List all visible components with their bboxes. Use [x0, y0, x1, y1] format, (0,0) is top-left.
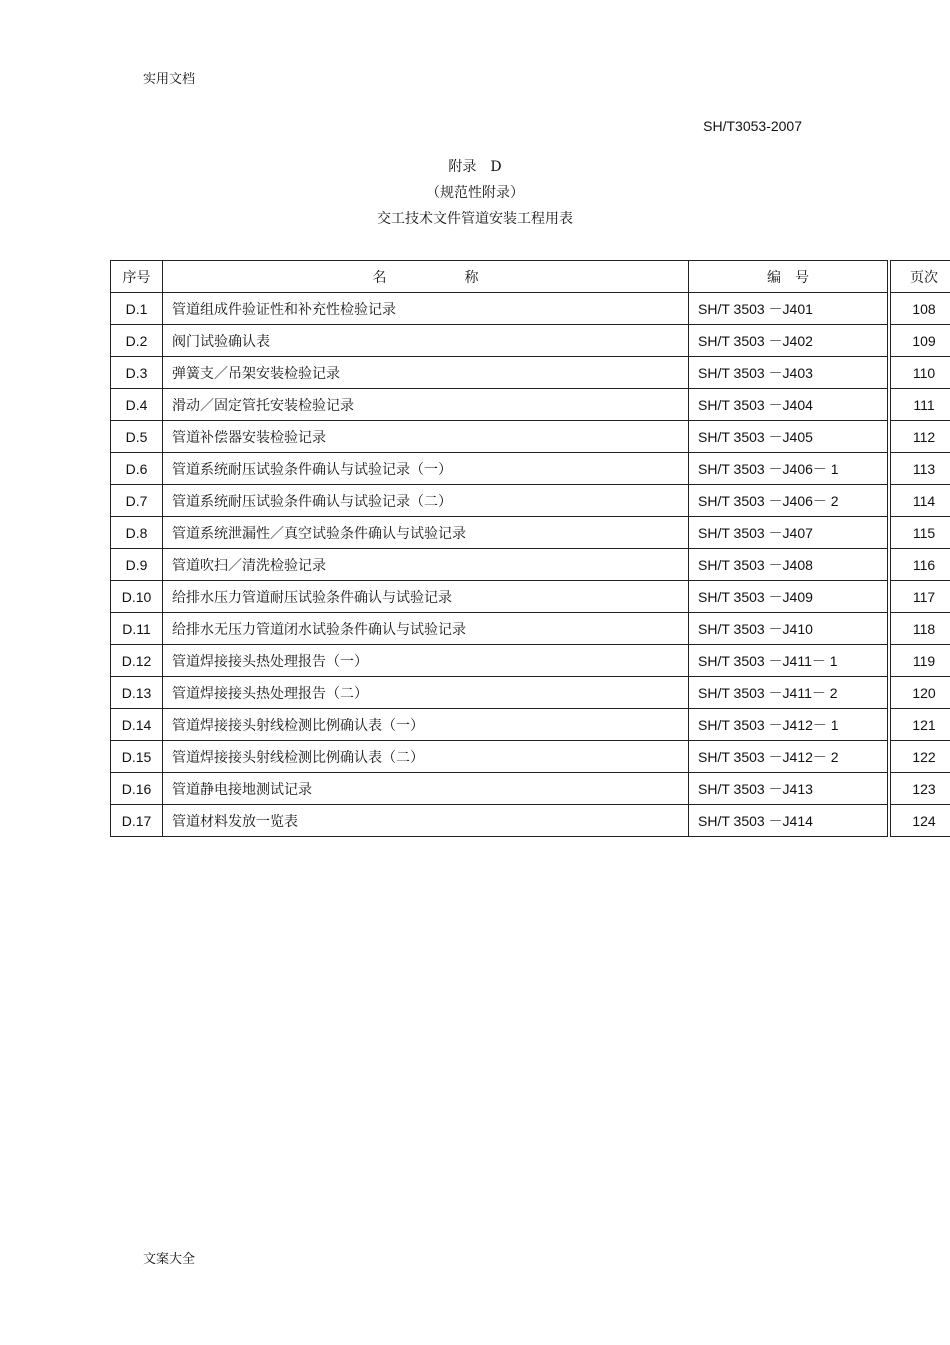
- row-name: 管道组成件验证性和补充性检验记录: [163, 293, 689, 325]
- row-page: 119: [891, 645, 950, 677]
- row-code: SH/T 3503 －J402: [689, 325, 888, 357]
- row-page: 124: [891, 805, 950, 837]
- row-code: SH/T 3503 －J407: [689, 517, 888, 549]
- row-page: 120: [891, 677, 950, 709]
- row-name: 管道焊接接头射线检测比例确认表（二）: [163, 741, 689, 773]
- header-index: 序号: [111, 261, 163, 293]
- table-row: [111, 581, 950, 613]
- page-header-label: 实用文档: [143, 72, 196, 87]
- row-code: SH/T 3503 －J413: [689, 773, 888, 805]
- row-code: SH/T 3503 －J410: [689, 613, 888, 645]
- table-row: [111, 645, 950, 677]
- row-index: D.14: [111, 709, 163, 741]
- row-name: 管道系统泄漏性／真空试验条件确认与试验记录: [163, 517, 689, 549]
- row-index: D.5: [111, 421, 163, 453]
- row-name: 滑动／固定管托安装检验记录: [163, 389, 689, 421]
- row-code: SH/T 3503 －J411－ 2: [689, 677, 888, 709]
- row-name: 给排水压力管道耐压试验条件确认与试验记录: [163, 581, 689, 613]
- appendix-main-title: 交工技术文件管道安装工程用表: [377, 211, 573, 227]
- table-row: [111, 325, 950, 357]
- row-page: 109: [891, 325, 950, 357]
- table-row: [111, 517, 950, 549]
- row-page: 108: [891, 293, 950, 325]
- row-page: 115: [891, 517, 950, 549]
- row-code: SH/T 3503 －J412－ 2: [689, 741, 888, 773]
- row-index: D.2: [111, 325, 163, 357]
- row-index: D.17: [111, 805, 163, 837]
- row-name: 阀门试验确认表: [163, 325, 689, 357]
- row-index: D.1: [111, 293, 163, 325]
- row-code: SH/T 3503 －J401: [689, 293, 888, 325]
- table-row: [111, 421, 950, 453]
- header-name: 名称: [163, 261, 689, 293]
- table-row: [111, 677, 950, 709]
- row-page: 117: [891, 581, 950, 613]
- table-row: [111, 453, 950, 485]
- table-row: [111, 357, 950, 389]
- standard-code: SH/T3053-2007: [703, 118, 802, 134]
- row-page: 123: [891, 773, 950, 805]
- row-page: 116: [891, 549, 950, 581]
- row-name: 管道补偿器安装检验记录: [163, 421, 689, 453]
- row-page: 112: [891, 421, 950, 453]
- row-code: SH/T 3503 －J406－ 2: [689, 485, 888, 517]
- row-code: SH/T 3503 －J405: [689, 421, 888, 453]
- table-row: [111, 549, 950, 581]
- header-page: 页次: [891, 261, 950, 293]
- row-index: D.8: [111, 517, 163, 549]
- table-header-row: [111, 261, 950, 293]
- row-page: 114: [891, 485, 950, 517]
- row-name: 管道材料发放一览表: [163, 805, 689, 837]
- table-row: [111, 389, 950, 421]
- header-code: 编号: [689, 261, 888, 293]
- row-index: D.7: [111, 485, 163, 517]
- appendix-subtitle: （规范性附录）: [426, 185, 524, 201]
- table-row: [111, 613, 950, 645]
- table-row: [111, 709, 950, 741]
- page-footer-label: 文案大全: [143, 1252, 196, 1267]
- row-name: 管道静电接地测试记录: [163, 773, 689, 805]
- row-code: SH/T 3503 －J403: [689, 357, 888, 389]
- row-page: 113: [891, 453, 950, 485]
- forms-table: [110, 260, 950, 837]
- row-code: SH/T 3503 －J408: [689, 549, 888, 581]
- row-code: SH/T 3503 －J404: [689, 389, 888, 421]
- row-name: 管道系统耐压试验条件确认与试验记录（一）: [163, 453, 689, 485]
- row-page: 121: [891, 709, 950, 741]
- row-page: 110: [891, 357, 950, 389]
- table-row: [111, 485, 950, 517]
- table-row: [111, 293, 950, 325]
- row-code: SH/T 3503 －J411－ 1: [689, 645, 888, 677]
- table-row: [111, 741, 950, 773]
- row-index: D.6: [111, 453, 163, 485]
- row-index: D.13: [111, 677, 163, 709]
- row-name: 管道吹扫／清洗检验记录: [163, 549, 689, 581]
- table-row: [111, 773, 950, 805]
- row-name: 管道系统耐压试验条件确认与试验记录（二）: [163, 485, 689, 517]
- row-name: 管道焊接接头射线检测比例确认表（一）: [163, 709, 689, 741]
- row-name: 给排水无压力管道闭水试验条件确认与试验记录: [163, 613, 689, 645]
- table-body: [111, 293, 950, 837]
- row-index: D.10: [111, 581, 163, 613]
- row-name: 弹簧支／吊架安装检验记录: [163, 357, 689, 389]
- row-code: SH/T 3503 －J412－ 1: [689, 709, 888, 741]
- row-index: D.15: [111, 741, 163, 773]
- row-index: D.12: [111, 645, 163, 677]
- row-index: D.11: [111, 613, 163, 645]
- appendix-title: 附录 D: [448, 159, 502, 175]
- row-code: SH/T 3503 －J414: [689, 805, 888, 837]
- row-index: D.16: [111, 773, 163, 805]
- row-index: D.4: [111, 389, 163, 421]
- row-name: 管道焊接接头热处理报告（二）: [163, 677, 689, 709]
- table-row: [111, 805, 950, 837]
- row-page: 111: [891, 389, 950, 421]
- row-code: SH/T 3503 －J409: [689, 581, 888, 613]
- row-name: 管道焊接接头热处理报告（一）: [163, 645, 689, 677]
- row-page: 122: [891, 741, 950, 773]
- row-code: SH/T 3503 －J406－ 1: [689, 453, 888, 485]
- row-page: 118: [891, 613, 950, 645]
- row-index: D.3: [111, 357, 163, 389]
- row-index: D.9: [111, 549, 163, 581]
